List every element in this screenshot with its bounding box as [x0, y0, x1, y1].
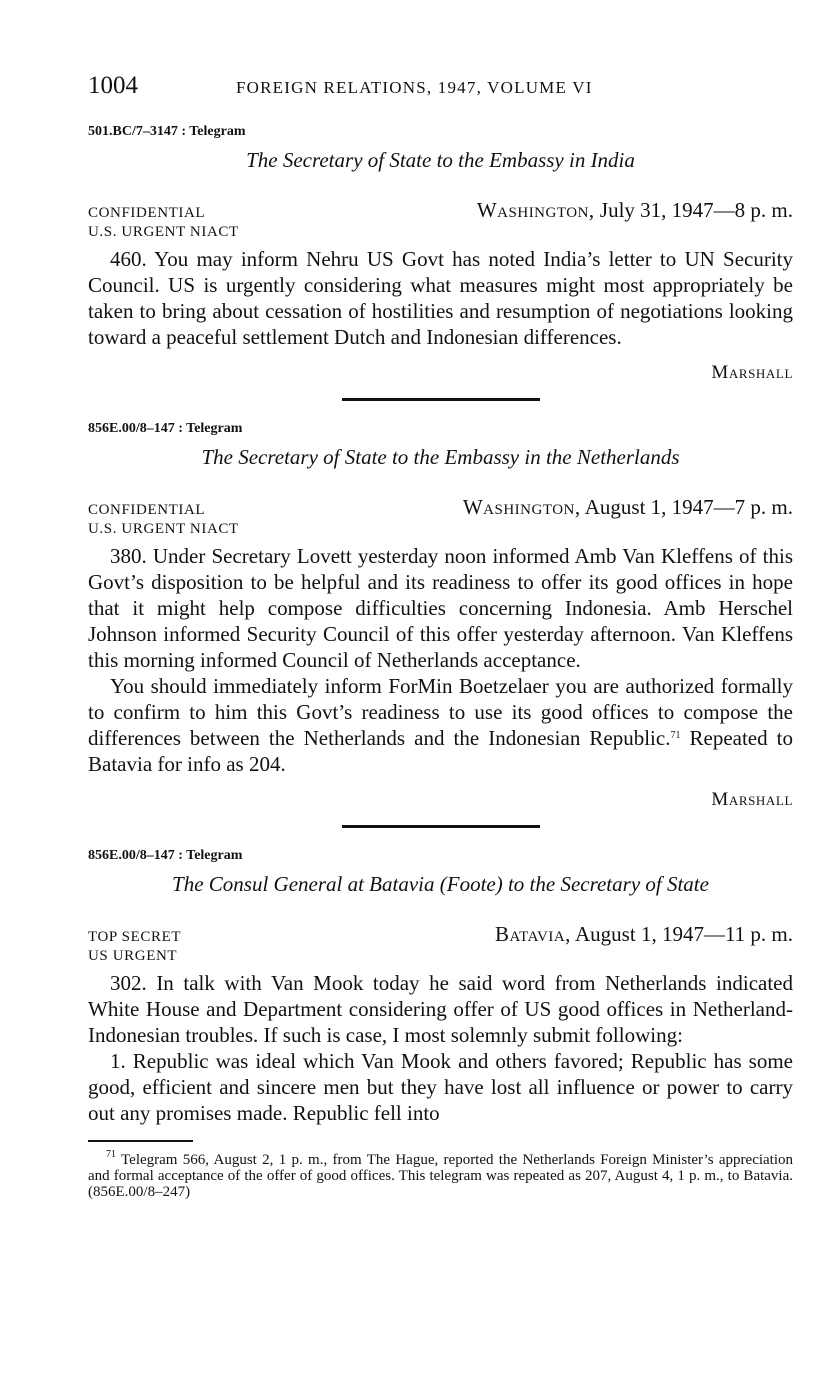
dateline-date: August 1, 1947—7 p. m. [584, 495, 793, 519]
paragraph: 1. Republic was ideal which Van Mook and others favored; Republic has some good, efficient and sincere men but they have lost all influence or power to carry out any promises made. Republic fell into [88, 1049, 793, 1125]
telegram-batavia [88, 848, 793, 1126]
classification-label: CONFIDENTIAL [88, 502, 206, 518]
classification-label: CONFIDENTIAL [88, 205, 206, 221]
paragraph [88, 673, 793, 777]
dateline-city: Batavia, [494, 922, 571, 946]
telegram-title: The Secretary of State to the Embassy in India [246, 148, 635, 172]
file-reference: 856E.00/8–147 : Telegram [88, 421, 243, 436]
footnote-rule [88, 1140, 193, 1142]
file-reference: 501.BC/7–3147 : Telegram [88, 124, 246, 139]
document-page [88, 72, 793, 1200]
footnote-text: Telegram 566, August 2, 1 p. m., from The Hague, reported the Netherlands Foreign Minister’s appreciation and formal acceptance of the offer of good offices. This telegram was repeated as 207, August 4, 1 p. m., to Batavia. (856E.00/8–247) [88, 1152, 794, 1200]
telegram-title: The Consul General at Batavia (Foote) to the Secretary of State [172, 872, 709, 896]
paragraph: 460. You may inform Nehru US Govt has noted India’s letter to UN Security Council. US is urgently considering what measures might most appropriately be taken to bring about cessation of hostilities and resumption of negotiations looking toward a peaceful settlement Dutch and Indonesian differences. [88, 247, 793, 349]
telegram-title: The Secretary of State to the Embassy in the Netherlands [201, 445, 680, 469]
file-reference: 856E.00/8–147 : Telegram [88, 848, 243, 863]
priority-label: U.S. URGENT NIACT [88, 521, 239, 537]
telegram-body [88, 246, 793, 350]
telegram-netherlands [88, 421, 793, 813]
journal-title: FOREIGN RELATIONS, 1947, VOLUME VI [236, 78, 593, 97]
signature: Marshall [711, 362, 793, 383]
section-divider [342, 398, 540, 401]
priority-label: US URGENT [88, 948, 178, 964]
running-head [88, 72, 793, 116]
classification-label: TOP SECRET [88, 929, 182, 945]
dateline-date: July 31, 1947—8 p. m. [599, 198, 793, 222]
footnote [88, 1149, 794, 1200]
dateline-city: Washington, [476, 198, 595, 222]
dateline-row [88, 495, 793, 519]
footnote-number: 71 [106, 1149, 116, 1160]
signature: Marshall [711, 789, 793, 810]
section-divider [342, 825, 540, 828]
dateline-date: August 1, 1947—11 p. m. [575, 922, 793, 946]
footnote-marker[interactable]: 71 [670, 730, 681, 741]
dateline-row [88, 198, 793, 222]
telegram-body [88, 543, 793, 777]
paragraph: 380. Under Secretary Lovett yesterday noon informed Amb Van Kleffens of this Govt’s disposition to be helpful and its readiness to offer its good offices in hope that it might help compose difficulties concerning Indonesia. Amb Herschel Johnson informed Security Council of this offer yesterday afternoon. Van Kleffens this morning informed Council of Netherlands acceptance. [88, 544, 793, 672]
paragraph-text: You should immediately inform ForMin Boetzelaer you are authorized formally to confirm to him this Govt’s readiness to use its good offices to compose the differences between the Netherlands and the Indonesian Republic. [88, 674, 793, 750]
telegram-india [88, 124, 793, 386]
page-number: 1004 [88, 72, 138, 99]
dateline-city: Washington, [462, 495, 581, 519]
dateline [477, 198, 793, 223]
dateline [495, 922, 793, 947]
priority-label: U.S. URGENT NIACT [88, 224, 239, 240]
telegram-body [88, 970, 793, 1126]
paragraph-text: Repeated to Batavia for info as 204. [88, 726, 794, 776]
paragraph: 302. In talk with Van Mook today he said word from Netherlands indicated White House and Department considering offer of US good offices in Netherland-Indonesian troubles. If such is case, I most solemnly submit following: [88, 971, 793, 1047]
dateline-row [88, 922, 793, 946]
dateline [463, 495, 793, 520]
